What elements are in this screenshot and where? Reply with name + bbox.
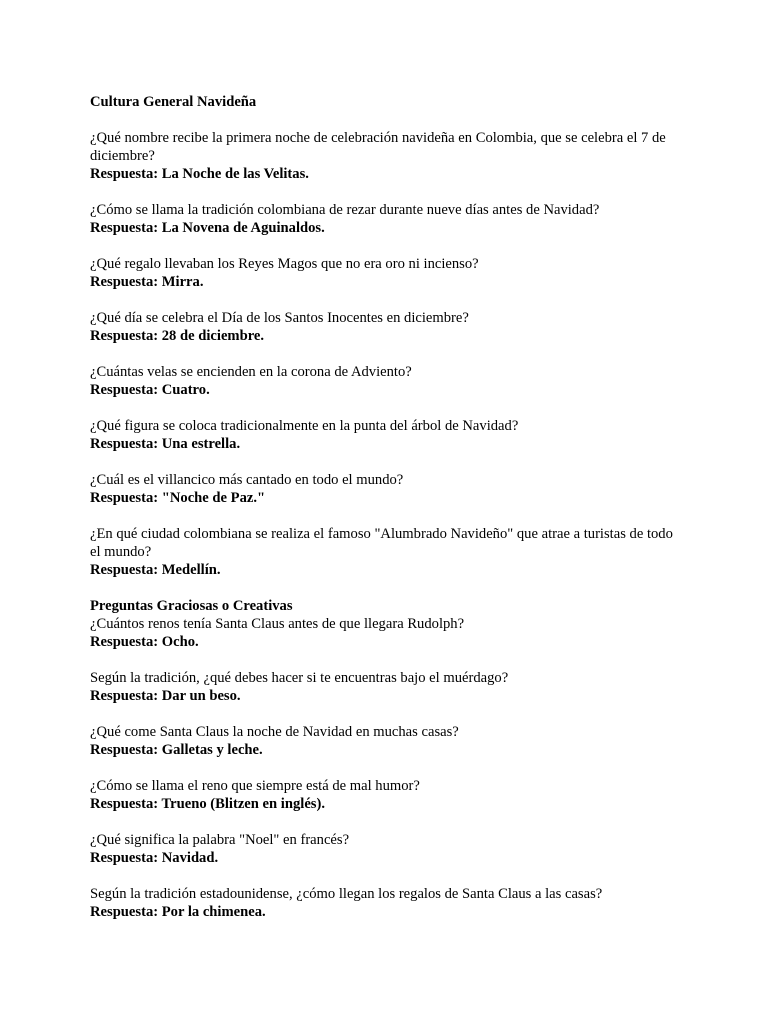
answer-text: Respuesta: Navidad. [90, 850, 219, 866]
answer-text: Respuesta: Trueno (Blitzen en inglés). [90, 796, 325, 812]
qa-item [90, 723, 680, 759]
document-title: Cultura General Navideña [90, 94, 257, 110]
question-text: ¿Qué nombre recibe la primera noche de celebración navideña en Colombia, que se celebra el 7 de diciembre? [90, 130, 666, 164]
qa-item [90, 615, 680, 651]
answer-text: Respuesta: Ocho. [90, 634, 199, 650]
qa-item [90, 885, 680, 921]
question-text: Según la tradición, ¿qué debes hacer si te encuentras bajo el muérdago? [90, 670, 509, 686]
question-text: ¿Cuántos renos tenía Santa Claus antes de que llegara Rudolph? [90, 616, 465, 632]
question-text: ¿Cómo se llama la tradición colombiana de rezar durante nueve días antes de Navidad? [90, 202, 600, 218]
question-text: ¿Cómo se llama el reno que siempre está de mal humor? [90, 778, 420, 794]
question-text: ¿Qué significa la palabra "Noel" en francés? [90, 832, 350, 848]
qa-item [90, 309, 680, 345]
document-page [90, 93, 680, 921]
question-text: ¿Qué día se celebra el Día de los Santos Inocentes en diciembre? [90, 310, 469, 326]
question-text: ¿En qué ciudad colombiana se realiza el famoso "Alumbrado Navideño" que atrae a turistas de todo el mundo? [90, 526, 673, 560]
answer-text: Respuesta: Una estrella. [90, 436, 241, 452]
qa-item [90, 417, 680, 453]
question-text: ¿Qué figura se coloca tradicionalmente en la punta del árbol de Navidad? [90, 418, 519, 434]
answer-text: Respuesta: Cuatro. [90, 382, 210, 398]
question-text: ¿Qué regalo llevaban los Reyes Magos que no era oro ni incienso? [90, 256, 479, 272]
qa-item [90, 255, 680, 291]
question-text: ¿Cuál es el villancico más cantado en todo el mundo? [90, 472, 404, 488]
qa-item [90, 471, 680, 507]
answer-text: Respuesta: "Noche de Paz." [90, 490, 266, 506]
answer-text: Respuesta: Dar un beso. [90, 688, 241, 704]
question-text: ¿Cuántas velas se encienden en la corona de Adviento? [90, 364, 412, 380]
spacer [90, 111, 680, 129]
answer-text: Respuesta: Medellín. [90, 562, 221, 578]
answer-text: Respuesta: La Novena de Aguinaldos. [90, 220, 325, 236]
qa-item [90, 831, 680, 867]
qa-item [90, 525, 680, 579]
qa-item [90, 129, 680, 183]
qa-item [90, 669, 680, 705]
answer-text: Respuesta: Mirra. [90, 274, 204, 290]
question-text: Según la tradición estadounidense, ¿cómo llegan los regalos de Santa Claus a las casas? [90, 886, 603, 902]
qa-item [90, 201, 680, 237]
answer-text: Respuesta: Por la chimenea. [90, 904, 266, 920]
question-text: ¿Qué come Santa Claus la noche de Navidad en muchas casas? [90, 724, 459, 740]
answer-text: Respuesta: 28 de diciembre. [90, 328, 265, 344]
qa-item [90, 777, 680, 813]
qa-item [90, 363, 680, 399]
answer-text: Respuesta: La Noche de las Velitas. [90, 166, 309, 182]
answer-text: Respuesta: Galletas y leche. [90, 742, 263, 758]
section-heading: Preguntas Graciosas o Creativas [90, 598, 293, 614]
